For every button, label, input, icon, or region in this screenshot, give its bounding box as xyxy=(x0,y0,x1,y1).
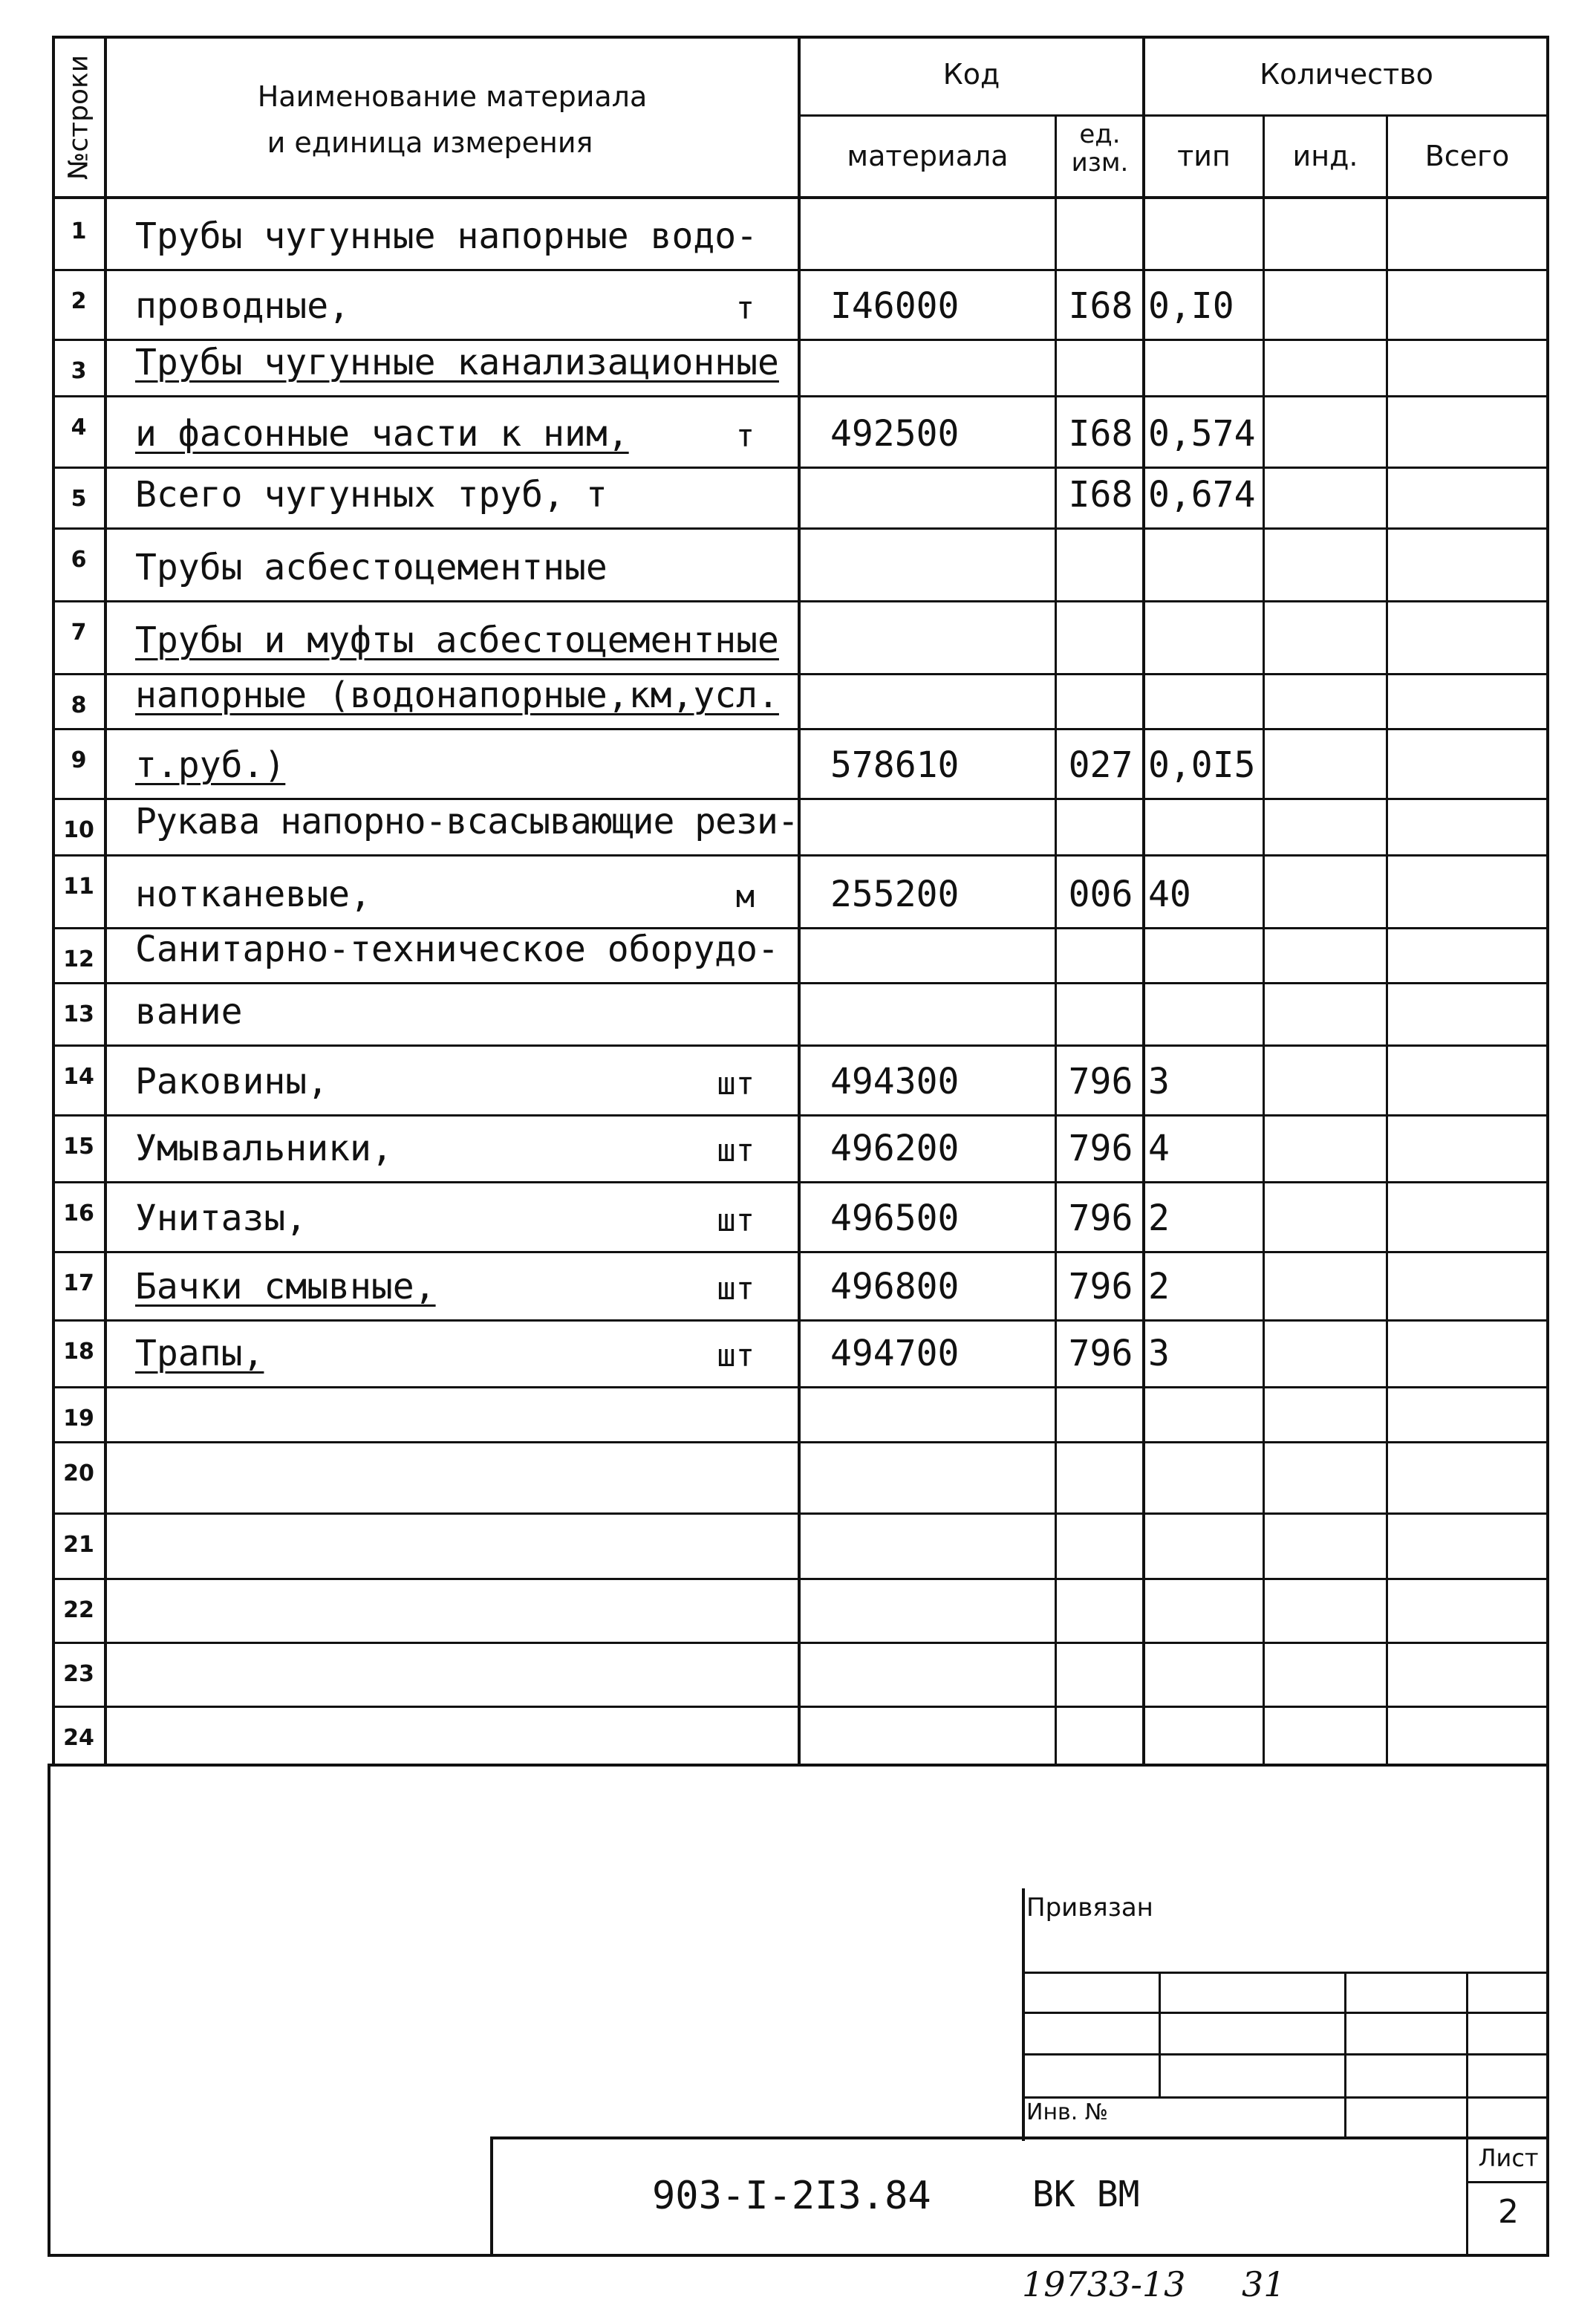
material-unit: т xyxy=(735,290,755,326)
unit-code: I68 xyxy=(1068,474,1133,516)
row-number: 17 xyxy=(63,1270,94,1296)
row-number: 23 xyxy=(63,1661,94,1687)
material-code: 255200 xyxy=(830,874,960,915)
unit-code: 027 xyxy=(1068,744,1133,786)
row-separator xyxy=(52,1642,1549,1644)
row-number: 18 xyxy=(63,1339,94,1365)
row-separator xyxy=(52,339,1549,341)
row-separator xyxy=(52,527,1549,530)
unit-code: I68 xyxy=(1068,285,1133,327)
row-number: 15 xyxy=(63,1134,94,1160)
row-separator xyxy=(52,269,1549,271)
row-number: 8 xyxy=(71,692,87,718)
material-name: напорные (водонапорные,км,усл. xyxy=(135,675,779,716)
material-name: Трубы чугунные напорные водо- xyxy=(135,215,758,257)
handwritten-code: 19733-13 xyxy=(1022,2264,1186,2304)
material-name: Унитазы, xyxy=(135,1198,307,1239)
material-code: 492500 xyxy=(830,413,960,455)
qty-type: 40 xyxy=(1148,874,1191,915)
row-number: 12 xyxy=(63,946,94,972)
material-unit: шт xyxy=(717,1270,755,1307)
row-separator xyxy=(52,1441,1549,1443)
qty-type: 3 xyxy=(1148,1333,1170,1374)
qty-type: 0,I0 xyxy=(1148,285,1234,327)
row-number: 14 xyxy=(63,1064,94,1090)
row-number: 21 xyxy=(63,1532,94,1558)
row-number: 2 xyxy=(71,288,87,314)
row-separator xyxy=(52,1114,1549,1117)
material-name: проводные, xyxy=(135,285,350,327)
row-number: 9 xyxy=(71,747,87,773)
row-separator xyxy=(52,1044,1549,1047)
row-separator xyxy=(52,467,1549,469)
unit-code: 796 xyxy=(1068,1266,1133,1307)
row-separator xyxy=(52,1578,1549,1580)
material-code: 496200 xyxy=(830,1128,960,1169)
material-name: Рукава напорно-всасывающие рези- xyxy=(135,801,798,842)
material-code: 496800 xyxy=(830,1266,960,1307)
qty-type: 0,674 xyxy=(1148,474,1256,516)
qty-type: 0,0I5 xyxy=(1148,744,1256,786)
material-name: вание xyxy=(135,991,243,1033)
material-unit: шт xyxy=(717,1337,755,1374)
row-number: 10 xyxy=(63,817,94,843)
row-separator xyxy=(52,1386,1549,1388)
row-number: 5 xyxy=(71,486,87,512)
row-number: 19 xyxy=(63,1406,94,1432)
row-separator xyxy=(52,1512,1549,1515)
material-name: Трапы, xyxy=(135,1333,264,1374)
row-number: 4 xyxy=(71,415,87,441)
qty-type: 0,574 xyxy=(1148,413,1256,455)
unit-code: 796 xyxy=(1068,1198,1133,1239)
row-number: 7 xyxy=(71,620,87,646)
row-separator xyxy=(52,1706,1549,1708)
name-header-line2: и единица измерения xyxy=(267,126,593,159)
qty-total-header: Всего xyxy=(1424,140,1510,172)
row-number: 22 xyxy=(63,1597,94,1623)
unit-code: 796 xyxy=(1068,1333,1133,1374)
material-name: Трубы и муфты асбестоцементные xyxy=(135,620,779,661)
material-name: т.руб.) xyxy=(135,744,286,786)
material-unit: шт xyxy=(717,1202,755,1238)
material-code: 494300 xyxy=(830,1061,960,1102)
row-number: 1 xyxy=(71,218,87,244)
quantity-header: Количество xyxy=(1260,58,1433,91)
attached-label: Привязан xyxy=(1026,1893,1153,1923)
material-unit: шт xyxy=(717,1132,755,1169)
code-material-header: материала xyxy=(847,140,1009,172)
row-separator xyxy=(52,798,1549,800)
qty-type: 4 xyxy=(1148,1128,1170,1169)
material-code: 496500 xyxy=(830,1198,960,1239)
inv-no-label: Инв. № xyxy=(1026,2099,1109,2125)
material-name: и фасонные части к ним, xyxy=(135,413,629,455)
row-separator xyxy=(52,1181,1549,1183)
material-code: I46000 xyxy=(830,285,960,327)
row-number: 16 xyxy=(63,1200,94,1226)
unit-code: I68 xyxy=(1068,413,1133,455)
row-separator xyxy=(52,1251,1549,1253)
sheet-number: 2 xyxy=(1498,2193,1519,2231)
document-code: 903-I-2I3.84 xyxy=(652,2174,931,2218)
code-unit-header: ед. изм. xyxy=(1071,120,1129,178)
name-header-line1: Наименование материала xyxy=(257,80,648,113)
material-code: 578610 xyxy=(830,744,960,786)
row-number: 13 xyxy=(63,1001,94,1027)
unit-code: 796 xyxy=(1068,1061,1133,1102)
material-name: Всего чугунных труб, т xyxy=(135,474,608,516)
material-name: Трубы асбестоцементные xyxy=(135,547,608,588)
row-number: 6 xyxy=(71,547,87,573)
qty-type: 3 xyxy=(1148,1061,1170,1102)
material-name: Умывальники, xyxy=(135,1128,393,1169)
material-unit: м xyxy=(735,878,755,914)
material-unit: шт xyxy=(717,1065,755,1102)
unit-code: 006 xyxy=(1068,874,1133,915)
row-separator xyxy=(52,600,1549,602)
row-number-header-label: №строки xyxy=(63,54,94,181)
qty-ind-header: инд. xyxy=(1292,140,1358,172)
material-unit: т xyxy=(735,417,755,454)
handwritten-page: 31 xyxy=(1242,2264,1286,2304)
row-separator xyxy=(52,395,1549,397)
row-number-header xyxy=(53,36,104,199)
material-name: Раковины, xyxy=(135,1061,329,1102)
document-mark: ВК ВМ xyxy=(1032,2174,1140,2215)
material-code: 494700 xyxy=(830,1333,960,1374)
sheet-label: Лист xyxy=(1478,2144,1539,2172)
row-separator xyxy=(52,728,1549,730)
row-separator xyxy=(52,1319,1549,1322)
row-separator xyxy=(52,854,1549,857)
row-number: 24 xyxy=(63,1725,94,1751)
material-name: Бачки смывные, xyxy=(135,1266,436,1307)
qty-type-header: тип xyxy=(1177,140,1231,172)
material-name: нотканевые, xyxy=(135,874,371,915)
qty-type: 2 xyxy=(1148,1266,1170,1307)
qty-type: 2 xyxy=(1148,1198,1170,1239)
row-number: 11 xyxy=(63,874,94,900)
row-number: 20 xyxy=(63,1460,94,1486)
row-separator xyxy=(52,982,1549,984)
material-name: Трубы чугунные канализационные xyxy=(135,342,779,383)
material-name: Санитарно-техническое оборудо- xyxy=(135,929,779,970)
unit-code: 796 xyxy=(1068,1128,1133,1169)
code-header: Код xyxy=(942,58,1000,91)
row-number: 3 xyxy=(71,358,87,384)
